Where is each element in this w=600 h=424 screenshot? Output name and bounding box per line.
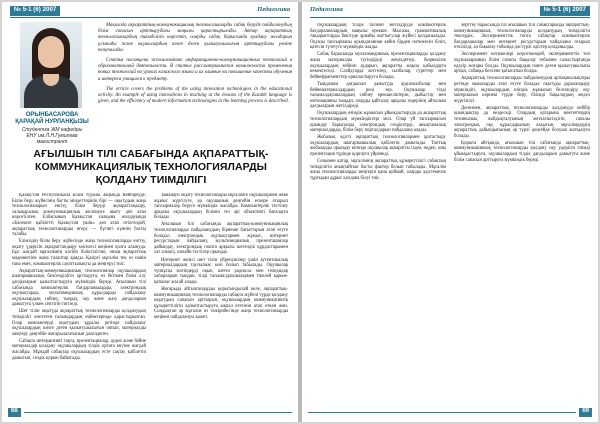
- abstract-kz: Мақалада ақпараттық-коммуникациялық технологияларды сабақ беруде пайдаланудың білім сапасын арттырудағы маңызы қарастырылады. Автор ақпараттық технологиялардың тиімділігін көрсетіп, оларды сабақ барысында қолдану жолдарын ұсынады және оқушылардың пәнге деген қызығушылығын арттырудағы рөліне тоқталады.: [98, 23, 292, 53]
- paragraph: Сабақ барысында мультимедиялық презентацияларды қолдану жаңа материалды түсіндіруді жеңілдетеді. Көрнекілік оқушылардың зейінін аударып, ақпаратты жақсы қабылдауға көмектеседі. Слайдтарда кестелер, сызбалар, суреттер мен бейнефрагменттер орналастыруға болады.: [310, 52, 446, 80]
- left-page: [2, 2, 298, 422]
- author-block: [12, 112, 92, 145]
- issue-tag: № 5-1 (6) 2007: [10, 6, 60, 16]
- paragraph: Ағылшын тілі сабағында ақпараттық-коммуникациялық технологияларды пайдаланудың бірнеше бағыттарын атап өтуге болады: электрондық оқулықтармен жұмыс, интернет ресурстарын пайдалану, мультимедиялық презентациялар дайындау, электрондық пошта арқылы шетелдік құрдастарымен хат алмасу, онлайн тестілер орындау.: [154, 222, 288, 256]
- paragraph: Дегенмен, ақпараттық технологияларды қолдануда кейбір қиындықтар да кездеседі. Олардың қатарына мектептердің техникалық жабдықталуының жеткіліксіздігін, сапалы электрондық оқу құралдарының аздығын, мұғалімдердің ақпараттық дайындығының әр түрлі деңгейде болуын жатқызуға болады.: [454, 105, 590, 139]
- paragraph: Қорыта айтқанда, ағылшын тілі сабағында ақпараттық-коммуникациялық технологияларды қолдану оқу үдерісін тиімді ұйымдастыруға, оқушылардың тілдік дағдыларын дамытуға және білім сапасын арттыруға мүмкіндік береді.: [454, 140, 590, 163]
- right-page: [302, 2, 598, 422]
- footer-rule: [308, 412, 576, 413]
- paragraph: Зерттеу барысында біз ағылшын тілі сабақтарында ақпараттық-коммуникациялық технологияларды қолданудың тиімділігін тексердік. Эксперименттік топта сабақтар компьютерлік бағдарламалар мен интернет ресурстарын пайдалана отырып өткізілді, ал бақылау тобында дәстүрлі әдістер қолданылды.: [454, 23, 590, 51]
- page-number: 69: [579, 408, 592, 417]
- paragraph: Сонымен қатар, мұғалімнің ақпараттық құзыреттілігі сабақтың тиімділігін анықтайтын басты фактор болып табылады. Мұғалім жаңа технологияларды меңгеріп қана қоймай, оларды әдістемелік тұрғыдан дұрыс қолдана білуі тиіс.: [310, 159, 446, 181]
- page-footer: [308, 408, 592, 417]
- body-column-2: [454, 23, 590, 401]
- section-name: Педагогика: [257, 6, 290, 13]
- abstract: [98, 23, 292, 109]
- paragraph: Оқушылардың өзіндік жұмысын ұйымдастыруда да ақпараттық технологиялардың мүмкіндіктері мол. Олар үй тапсырмасын орындау барысында электрондық сөздіктерді, анықтамалық материалдарды, білім беру порталдарын пайдалана алады.: [310, 111, 446, 134]
- paragraph: Жоғарыда айтылғандарды қорытындылай келе, ақпараттық-коммуникациялық технологияларды сабақта жүйелі түрде қолдану оқытудың сапасын арттырып, оқушылардың коммуникативтік құзыреттілігін қалыптастыруға ықпал ететінін атап өткен жөн. Сондықтан әр мұғалім өз тәжірибесінде жаңа технологияларды кеңінен пайдалануы қажет.: [154, 287, 288, 320]
- issue-tag: № 5-1 (6) 2007: [540, 6, 590, 16]
- paragraph: Еліміздің білім беру жүйесінде жаңа технологияларды енгізу, оқыту үдерісін ақпараттандыру мәселесі кеңінен қолға алынуда. Бұл жағдай мұғалімнің кәсіби біліктілігіне, оның ақпараттық мәдениетіне жаңа талаптар қояды. Қазіргі мұғалім тек өз пәнін ғана емес, компьютерлік сауаттылықты да меңгеруі тиіс.: [12, 239, 146, 267]
- author-photo: [20, 22, 82, 108]
- page-number: 68: [8, 408, 21, 417]
- author-affiliation: Студентка ЖМ кафедры ЕНУ им.Л.Н.Гумилева магистрант: [21, 127, 83, 145]
- paragraph: Интернет желісі шет тілін үйренушілер үшін аутентикалық материалдардың таусылмас көзі болып табылады. Оқушылар түпнұсқа мәтіндерді оқып, шетел радиосы мен теледидар хабарларын тыңдап, тілді тасымалдаушылармен тікелей қарым-қатынас жасай алады.: [154, 257, 288, 285]
- body-column-1: [12, 193, 146, 401]
- paragraph: Шет тілін оқытуда ақпараттық технологияларды қолданудың тиімділігі көптеген ғалымдардың еңбектерінде қарастырылған. Олар компьютерді оқытудың құралы ретінде пайдалану оқушылардың пәнге деген қызығушылығын оятып, материалды меңгеру деңгейін жоғарылататынын дәлелдеген.: [12, 309, 146, 337]
- paragraph: Жобалық әдісті ақпараттық технологиялармен ұштастыру оқушылардың шығармашылық қабілетін дамытады. Топтық жобаларды орындау кезінде оқушылар ақпаратты іздеп, өңдеп, оны презентация түрінде қорғауға үйренеді.: [310, 135, 446, 158]
- paragraph: Эксперимент нәтижелері көрсеткендей, эксперименттік топ оқушыларының білім сапасы бақылау тобымен салыстырғанда едәуір жоғары болды. Оқушылардың пәнге деген қызығушылығы артып, сабаққа белсене қатысатын болды.: [454, 52, 590, 75]
- abstract-en: The article covers the problems of the using innovation technologies in the educational activity. An example of using innovations in teaching at the lessons of the Kazakh language is given, and the efficiency of modern information technologies in the learning process is described.: [98, 86, 292, 105]
- section-name: Педагогика: [310, 6, 343, 13]
- page-header: [310, 6, 590, 18]
- paragraph: Заманауи оқыту технологиялары мұғалімге оқушылармен жеке жұмыс жүргізуге, әр оқушының деңгейін ескере отырып тапсырмалар беруге мүмкіндік жасайды. Компьютерлік тестілеу арқылы оқушылардың білімін тез әрі объективті бағалауға болады.: [154, 193, 288, 221]
- page-header: [10, 6, 290, 18]
- paragraph: Ақпараттық-коммуникациялық технологиялар оқушылардың шығармашылық белсенділігін арттыруға, өз бетімен білім алу дағдыларын қалыптастыруға мүмкіндік береді. Ағылшын тілі сабағында компьютерлік бағдарламаларды, электрондық оқулықтарды, мультимедиялық құралдарды пайдалану оқушылардың сөйлеу, тыңдау, оқу және жазу дағдыларын дамытуға үлкен септігін тигізеді.: [12, 268, 146, 308]
- author-name: ОРЫНБАСАРОВА ҚАРАҚАЙ НУРЛАНҚЫЗЫ: [15, 112, 89, 125]
- paragraph: Ақпараттық технологияларды пайдаланудың артықшылықтары ретінде мыналарды атап өтуге болады: оқытуды дараландыру мүмкіндігі, оқушылардың өзіндік жұмысын белсендіру, оқу материалын көрнекі түрде беру, білімді бақылаудың жедел жүргізілуі.: [454, 76, 590, 104]
- body-column-1: [310, 23, 446, 401]
- paragraph: Қазақстан Республикасы Білім туралы Заңында Кейбіреуде: Білім беру жүйесінің басты міндеттерінің бірі — оқытудың жаңа технологияларын енгізу, білім беруді ақпараттандыру, халықаралық коммуникациялық желілерге шығу деп атап көрсетілген. Елбасының Қазақстан халқына жолдауында «Бәсекеге қабілетті Қазақстан үшін» деп атап өтілгендей, ақпараттық технологияларды игеру — бүгінгі күннің басты талабы.: [12, 193, 146, 238]
- paragraph: Оқушылардың тілдік білімін жетілдіруде компьютерлік бағдарламалардың маңызы ерекше. Мысалы, грамматикалық тақырыптарды бекітуде арнайы жаттығулар жүйесі қолданылады. Оқушы тапсырманы орындағаннан кейін бірден нәтижесін біліп, қатесін түзетуге мүмкіндік алады.: [310, 23, 446, 51]
- footer-rule: [24, 412, 292, 413]
- page-footer: [8, 408, 292, 417]
- abstract-ru: Статья посвящена использованию информационно-коммуникационных технологий в образовательной деятельности. В статье рассматриваются возможности применения новых технологий на уроках казахского языка и их влияние на повышение качества обучения и интереса учащихся к предмету.: [98, 58, 292, 82]
- paragraph: Тыңдалым дағдысын дамытуда аудиожазбалар мен бейнематериалдардың рөлі зор. Оқушылар тілді тасымалдаушылардың сөйлеу ерекшеліктерін, дыбыстау мен интонацияны тыңдап, оларды қайталау арқылы өздерінің айтылым дағдыларын жетілдіреді.: [310, 81, 446, 110]
- body-column-2: [154, 193, 288, 401]
- paragraph: Сабақта интерактивті тақта, презентациялар, аудио және бейне материалдар қолдану оқушылардың тілдік ортаға енуіне жағдай жасайды. Мұндай сабақтар оқушылардың есте сақтау қабілетін дамытып, сөздік қорын байытады.: [12, 338, 146, 361]
- article-title: АҒЫЛШЫН ТІЛІ САБАҒЫНДА АҚПАРАТТЫҚ-КОММУНИКАЦИЯЛЫҚ ТЕХНОЛОГИЯЛАРДЫ ҚОЛДАНУ ТИІМДІЛІГІ: [33, 148, 269, 186]
